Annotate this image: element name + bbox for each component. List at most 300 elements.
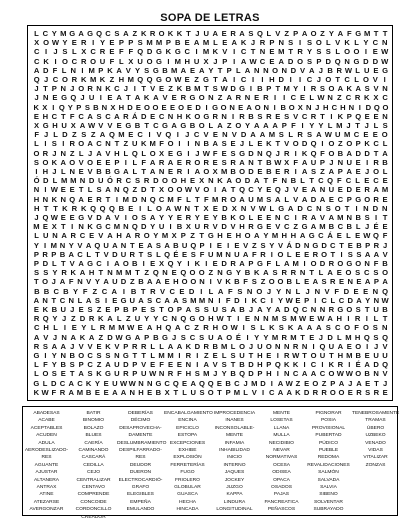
- grid-cell[interactable]: A: [244, 65, 251, 75]
- grid-cell[interactable]: G: [256, 222, 263, 232]
- grid-cell[interactable]: B: [123, 305, 129, 314]
- grid-cell[interactable]: W: [381, 295, 389, 305]
- grid-cell[interactable]: R: [42, 148, 49, 158]
- grid-cell[interactable]: T: [213, 75, 218, 84]
- grid-cell[interactable]: I: [124, 213, 127, 222]
- grid-cell[interactable]: H: [180, 176, 187, 186]
- grid-cell[interactable]: V: [78, 157, 84, 167]
- grid-cell[interactable]: S: [87, 305, 93, 314]
- grid-cell[interactable]: R: [354, 314, 361, 324]
- grid-cell[interactable]: E: [78, 167, 84, 176]
- grid-cell[interactable]: L: [87, 185, 93, 195]
- grid-cell[interactable]: H: [235, 231, 242, 241]
- grid-cell[interactable]: P: [180, 231, 186, 241]
- grid-cell[interactable]: C: [52, 75, 59, 84]
- grid-cell[interactable]: L: [182, 387, 187, 397]
- grid-cell[interactable]: O: [78, 139, 85, 149]
- grid-cell[interactable]: A: [301, 167, 308, 176]
- grid-cell[interactable]: Y: [52, 268, 58, 278]
- grid-cell[interactable]: G: [156, 75, 162, 84]
- grid-cell[interactable]: A: [239, 29, 245, 38]
- grid-cell[interactable]: T: [199, 231, 204, 241]
- grid-cell[interactable]: P: [346, 111, 352, 121]
- grid-cell[interactable]: N: [240, 203, 247, 213]
- grid-cell[interactable]: A: [242, 249, 249, 259]
- grid-cell[interactable]: D: [234, 295, 240, 305]
- grid-cell[interactable]: A: [230, 305, 236, 314]
- grid-cell[interactable]: T: [217, 387, 222, 397]
- grid-cell[interactable]: E: [189, 65, 196, 75]
- grid-cell[interactable]: L: [288, 130, 293, 140]
- grid-cell[interactable]: J: [373, 341, 379, 351]
- grid-cell[interactable]: V: [372, 75, 378, 84]
- grid-cell[interactable]: A: [356, 295, 362, 305]
- grid-cell[interactable]: R: [69, 139, 75, 149]
- grid-cell[interactable]: O: [181, 277, 188, 287]
- grid-cell[interactable]: E: [176, 213, 182, 222]
- grid-cell[interactable]: M: [127, 75, 134, 84]
- grid-cell[interactable]: O: [337, 259, 344, 268]
- grid-cell[interactable]: D: [325, 56, 332, 66]
- grid-cell[interactable]: R: [266, 111, 272, 121]
- grid-cell[interactable]: Z: [69, 148, 75, 158]
- grid-cell[interactable]: E: [107, 93, 113, 103]
- grid-cell[interactable]: A: [356, 378, 362, 388]
- grid-cell[interactable]: I: [299, 38, 302, 48]
- grid-cell[interactable]: E: [382, 222, 388, 232]
- grid-cell[interactable]: Y: [254, 332, 260, 342]
- grid-cell[interactable]: A: [175, 323, 181, 333]
- grid-cell[interactable]: M: [336, 121, 343, 130]
- grid-cell[interactable]: M: [220, 167, 228, 176]
- grid-cell[interactable]: A: [164, 295, 170, 305]
- grid-cell[interactable]: T: [98, 268, 104, 278]
- grid-cell[interactable]: Z: [293, 222, 298, 232]
- grid-cell[interactable]: T: [309, 176, 315, 186]
- grid-cell[interactable]: D: [132, 194, 138, 204]
- grid-cell[interactable]: I: [273, 102, 276, 112]
- grid-cell[interactable]: P: [128, 38, 134, 48]
- grid-cell[interactable]: I: [187, 148, 190, 158]
- grid-cell[interactable]: K: [143, 93, 150, 103]
- grid-cell[interactable]: O: [33, 148, 40, 158]
- grid-cell[interactable]: N: [101, 102, 108, 112]
- grid-cell[interactable]: D: [373, 360, 379, 370]
- grid-cell[interactable]: I: [251, 75, 255, 84]
- grid-cell[interactable]: A: [217, 121, 223, 130]
- grid-cell[interactable]: E: [373, 65, 379, 75]
- grid-cell[interactable]: G: [96, 222, 102, 232]
- grid-cell[interactable]: Z: [96, 360, 102, 370]
- grid-cell[interactable]: A: [33, 65, 40, 75]
- grid-cell[interactable]: D: [365, 102, 372, 112]
- grid-cell[interactable]: S: [62, 47, 68, 57]
- grid-cell[interactable]: R: [116, 176, 122, 186]
- grid-cell[interactable]: O: [235, 176, 242, 186]
- grid-cell[interactable]: R: [185, 157, 192, 167]
- grid-cell[interactable]: Y: [269, 240, 275, 250]
- grid-cell[interactable]: Z: [284, 29, 290, 38]
- grid-cell[interactable]: Q: [382, 286, 388, 296]
- grid-cell[interactable]: N: [70, 65, 77, 75]
- grid-cell[interactable]: X: [159, 185, 165, 195]
- grid-cell[interactable]: L: [284, 194, 290, 204]
- grid-cell[interactable]: E: [382, 194, 388, 204]
- grid-cell[interactable]: K: [225, 277, 231, 287]
- grid-cell[interactable]: A: [167, 157, 174, 167]
- grid-cell[interactable]: C: [42, 29, 49, 38]
- grid-cell[interactable]: A: [33, 332, 40, 342]
- grid-cell[interactable]: E: [266, 222, 272, 232]
- grid-cell[interactable]: N: [310, 305, 317, 314]
- grid-cell[interactable]: E: [167, 148, 174, 158]
- grid-cell[interactable]: C: [33, 56, 40, 66]
- grid-cell[interactable]: S: [194, 305, 200, 314]
- grid-cell[interactable]: A: [180, 65, 187, 75]
- grid-cell[interactable]: P: [51, 84, 57, 94]
- grid-cell[interactable]: O: [178, 102, 184, 112]
- grid-cell[interactable]: V: [335, 38, 341, 48]
- grid-cell[interactable]: E: [347, 387, 353, 397]
- grid-cell[interactable]: Z: [109, 75, 115, 84]
- grid-cell[interactable]: B: [212, 341, 218, 351]
- grid-cell[interactable]: H: [257, 351, 263, 360]
- grid-cell[interactable]: I: [237, 314, 240, 324]
- grid-cell[interactable]: R: [150, 286, 156, 296]
- grid-cell[interactable]: J: [318, 65, 324, 75]
- grid-cell[interactable]: O: [328, 148, 335, 158]
- grid-cell[interactable]: E: [109, 38, 115, 48]
- grid-cell[interactable]: K: [344, 38, 350, 48]
- grid-cell[interactable]: J: [243, 378, 248, 388]
- grid-cell[interactable]: R: [290, 268, 297, 278]
- grid-cell[interactable]: H: [337, 351, 344, 360]
- grid-cell[interactable]: A: [203, 360, 210, 370]
- grid-cell[interactable]: M: [88, 65, 95, 75]
- grid-cell[interactable]: I: [366, 341, 369, 351]
- grid-cell[interactable]: R: [80, 38, 87, 48]
- grid-cell[interactable]: N: [221, 111, 227, 121]
- grid-cell[interactable]: T: [217, 65, 223, 75]
- grid-cell[interactable]: S: [284, 111, 290, 121]
- grid-cell[interactable]: B: [346, 222, 353, 232]
- grid-cell[interactable]: W: [220, 84, 228, 94]
- grid-cell[interactable]: O: [310, 29, 317, 38]
- grid-cell[interactable]: Y: [208, 65, 214, 75]
- grid-cell[interactable]: T: [43, 203, 49, 213]
- grid-cell[interactable]: O: [78, 351, 85, 360]
- grid-cell[interactable]: C: [353, 130, 360, 140]
- grid-cell[interactable]: F: [43, 360, 48, 370]
- grid-cell[interactable]: A: [246, 102, 252, 112]
- grid-cell[interactable]: P: [319, 157, 325, 167]
- grid-cell[interactable]: V: [275, 222, 281, 232]
- grid-cell[interactable]: I: [122, 286, 125, 296]
- grid-cell[interactable]: R: [373, 194, 379, 204]
- grid-cell[interactable]: B: [203, 139, 210, 149]
- grid-cell[interactable]: R: [283, 351, 290, 360]
- grid-cell[interactable]: I: [303, 259, 306, 268]
- grid-cell[interactable]: X: [185, 222, 191, 232]
- grid-cell[interactable]: K: [283, 360, 290, 370]
- grid-cell[interactable]: Q: [292, 305, 299, 314]
- grid-cell[interactable]: D: [112, 249, 118, 259]
- grid-cell[interactable]: I: [54, 56, 57, 66]
- grid-cell[interactable]: D: [355, 148, 361, 158]
- grid-cell[interactable]: O: [152, 102, 159, 112]
- grid-cell[interactable]: D: [120, 277, 127, 287]
- grid-cell[interactable]: A: [105, 213, 111, 222]
- grid-cell[interactable]: C: [189, 332, 196, 342]
- grid-cell[interactable]: F: [227, 286, 233, 296]
- grid-cell[interactable]: K: [346, 84, 353, 94]
- grid-cell[interactable]: O: [344, 323, 351, 333]
- grid-cell[interactable]: S: [373, 268, 379, 278]
- grid-cell[interactable]: N: [337, 157, 344, 167]
- grid-cell[interactable]: L: [52, 176, 58, 186]
- grid-cell[interactable]: F: [354, 323, 359, 333]
- grid-cell[interactable]: A: [278, 56, 284, 66]
- grid-cell[interactable]: R: [230, 259, 236, 268]
- grid-cell[interactable]: H: [156, 323, 162, 333]
- grid-cell[interactable]: S: [221, 139, 227, 149]
- grid-cell[interactable]: T: [141, 84, 147, 94]
- grid-cell[interactable]: N: [306, 102, 312, 112]
- grid-cell[interactable]: Y: [52, 314, 58, 324]
- grid-cell[interactable]: A: [364, 277, 371, 287]
- grid-cell[interactable]: Z: [132, 29, 138, 38]
- grid-cell[interactable]: J: [43, 130, 49, 140]
- grid-cell[interactable]: N: [303, 240, 310, 250]
- grid-cell[interactable]: M: [278, 47, 285, 57]
- grid-cell[interactable]: L: [123, 148, 129, 158]
- grid-cell[interactable]: P: [330, 378, 336, 388]
- grid-cell[interactable]: C: [164, 378, 170, 388]
- grid-cell[interactable]: A: [337, 341, 344, 351]
- grid-cell[interactable]: P: [114, 157, 120, 167]
- grid-cell[interactable]: B: [176, 222, 183, 232]
- grid-cell[interactable]: F: [336, 176, 342, 186]
- grid-cell[interactable]: G: [278, 203, 285, 213]
- grid-cell[interactable]: H: [114, 148, 120, 158]
- grid-cell[interactable]: W: [216, 314, 224, 324]
- grid-cell[interactable]: O: [355, 341, 362, 351]
- grid-cell[interactable]: E: [304, 249, 310, 259]
- grid-cell[interactable]: T: [114, 139, 120, 149]
- grid-cell[interactable]: O: [325, 75, 332, 84]
- grid-cell[interactable]: F: [52, 65, 58, 75]
- grid-cell[interactable]: V: [156, 130, 162, 140]
- grid-cell[interactable]: G: [105, 369, 111, 379]
- grid-cell[interactable]: C: [87, 360, 93, 370]
- grid-cell[interactable]: D: [244, 176, 251, 186]
- grid-cell[interactable]: E: [216, 378, 222, 388]
- grid-cell[interactable]: D: [140, 222, 147, 232]
- grid-cell[interactable]: B: [138, 277, 144, 287]
- grid-cell[interactable]: H: [185, 369, 192, 379]
- grid-cell[interactable]: E: [103, 387, 109, 397]
- grid-cell[interactable]: O: [239, 341, 245, 351]
- grid-cell[interactable]: C: [105, 29, 111, 38]
- grid-cell[interactable]: C: [87, 351, 93, 360]
- grid-cell[interactable]: Q: [99, 203, 106, 213]
- grid-cell[interactable]: A: [306, 323, 313, 333]
- grid-cell[interactable]: Y: [277, 295, 284, 305]
- grid-cell[interactable]: Q: [164, 249, 171, 259]
- grid-cell[interactable]: E: [230, 139, 236, 149]
- grid-cell[interactable]: O: [203, 167, 210, 176]
- grid-cell[interactable]: V: [141, 360, 147, 370]
- grid-cell[interactable]: A: [299, 231, 306, 241]
- grid-cell[interactable]: T: [141, 351, 147, 360]
- grid-cell[interactable]: I: [195, 47, 198, 57]
- grid-cell[interactable]: A: [146, 240, 153, 250]
- grid-cell[interactable]: R: [80, 56, 87, 66]
- grid-cell[interactable]: M: [363, 29, 371, 38]
- grid-cell[interactable]: V: [77, 240, 83, 250]
- grid-cell[interactable]: T: [60, 222, 66, 232]
- grid-cell[interactable]: Q: [131, 222, 138, 232]
- grid-cell[interactable]: J: [239, 139, 245, 149]
- grid-cell[interactable]: J: [250, 38, 256, 48]
- grid-cell[interactable]: V: [382, 249, 388, 259]
- grid-cell[interactable]: E: [212, 157, 218, 167]
- grid-cell[interactable]: V: [277, 240, 284, 250]
- grid-cell[interactable]: E: [176, 157, 182, 167]
- grid-cell[interactable]: G: [355, 29, 362, 38]
- grid-cell[interactable]: H: [176, 111, 183, 121]
- grid-cell[interactable]: E: [382, 176, 388, 186]
- grid-cell[interactable]: K: [80, 75, 87, 84]
- grid-cell[interactable]: R: [330, 277, 336, 287]
- grid-cell[interactable]: X: [164, 387, 170, 397]
- grid-cell[interactable]: R: [336, 65, 342, 75]
- grid-cell[interactable]: T: [60, 111, 66, 121]
- grid-cell[interactable]: K: [167, 29, 174, 38]
- grid-cell[interactable]: S: [84, 102, 90, 112]
- grid-cell[interactable]: D: [301, 139, 308, 149]
- grid-cell[interactable]: G: [207, 231, 214, 241]
- grid-cell[interactable]: Y: [144, 314, 150, 324]
- grid-cell[interactable]: N: [316, 203, 322, 213]
- grid-cell[interactable]: U: [212, 305, 218, 314]
- grid-cell[interactable]: I: [187, 139, 190, 149]
- grid-cell[interactable]: Ó: [33, 176, 40, 186]
- grid-cell[interactable]: B: [355, 351, 361, 360]
- grid-cell[interactable]: E: [355, 185, 361, 195]
- grid-cell[interactable]: A: [346, 167, 353, 176]
- grid-cell[interactable]: K: [217, 176, 223, 186]
- grid-cell[interactable]: T: [105, 194, 111, 204]
- grid-cell[interactable]: J: [195, 148, 200, 158]
- grid-cell[interactable]: M: [118, 130, 125, 140]
- grid-cell[interactable]: U: [319, 351, 326, 360]
- grid-cell[interactable]: R: [283, 148, 290, 158]
- grid-cell[interactable]: U: [257, 341, 263, 351]
- grid-cell[interactable]: J: [80, 93, 85, 103]
- grid-cell[interactable]: O: [272, 65, 279, 75]
- grid-cell[interactable]: I: [289, 75, 292, 84]
- grid-cell[interactable]: D: [107, 332, 113, 342]
- grid-cell[interactable]: A: [239, 194, 245, 204]
- grid-cell[interactable]: P: [365, 240, 371, 250]
- grid-cell[interactable]: A: [190, 378, 197, 388]
- grid-cell[interactable]: C: [96, 139, 102, 149]
- grid-cell[interactable]: K: [364, 93, 370, 103]
- grid-cell[interactable]: N: [171, 314, 177, 324]
- grid-cell[interactable]: H: [184, 56, 190, 66]
- grid-cell[interactable]: D: [319, 259, 326, 268]
- grid-cell[interactable]: E: [337, 185, 343, 195]
- grid-cell[interactable]: G: [42, 121, 49, 130]
- grid-cell[interactable]: L: [309, 93, 315, 103]
- grid-cell[interactable]: N: [33, 185, 40, 195]
- grid-cell[interactable]: R: [123, 369, 129, 379]
- grid-cell[interactable]: O: [355, 369, 362, 379]
- grid-cell[interactable]: U: [208, 332, 214, 342]
- grid-cell[interactable]: O: [329, 387, 336, 397]
- grid-cell[interactable]: R: [33, 314, 40, 324]
- grid-cell[interactable]: A: [253, 231, 260, 241]
- grid-cell[interactable]: L: [335, 47, 341, 57]
- grid-cell[interactable]: S: [33, 157, 39, 167]
- grid-cell[interactable]: I: [294, 148, 297, 158]
- grid-cell[interactable]: L: [354, 75, 359, 84]
- grid-cell[interactable]: B: [355, 213, 361, 222]
- grid-cell[interactable]: E: [309, 332, 315, 342]
- grid-cell[interactable]: B: [93, 102, 99, 112]
- grid-cell[interactable]: K: [185, 341, 192, 351]
- grid-cell[interactable]: P: [226, 65, 232, 75]
- grid-cell[interactable]: V: [107, 121, 113, 130]
- grid-cell[interactable]: L: [72, 47, 77, 57]
- grid-cell[interactable]: V: [222, 47, 228, 57]
- grid-cell[interactable]: N: [120, 240, 127, 250]
- grid-cell[interactable]: R: [260, 249, 266, 259]
- grid-cell[interactable]: R: [328, 305, 335, 314]
- grid-cell[interactable]: T: [320, 111, 325, 121]
- grid-cell[interactable]: O: [69, 157, 76, 167]
- grid-cell[interactable]: L: [141, 148, 147, 158]
- grid-cell[interactable]: X: [51, 222, 57, 232]
- grid-cell[interactable]: D: [321, 240, 327, 250]
- grid-cell[interactable]: K: [105, 341, 111, 351]
- grid-cell[interactable]: F: [266, 259, 272, 268]
- grid-cell[interactable]: O: [288, 102, 295, 112]
- grid-cell[interactable]: C: [301, 305, 308, 314]
- grid-cell[interactable]: N: [281, 176, 287, 186]
- grid-cell[interactable]: N: [105, 139, 111, 149]
- grid-cell[interactable]: Z: [168, 84, 173, 94]
- grid-cell[interactable]: B: [280, 102, 286, 112]
- grid-cell[interactable]: I: [178, 351, 181, 360]
- grid-cell[interactable]: D: [295, 240, 301, 250]
- grid-cell[interactable]: A: [51, 341, 58, 351]
- grid-cell[interactable]: D: [51, 378, 57, 388]
- grid-cell[interactable]: L: [150, 341, 155, 351]
- grid-cell[interactable]: G: [33, 378, 40, 388]
- grid-cell[interactable]: F: [141, 157, 147, 167]
- grid-cell[interactable]: E: [105, 157, 111, 167]
- grid-cell[interactable]: J: [305, 286, 310, 296]
- grid-cell[interactable]: K: [85, 378, 92, 388]
- grid-cell[interactable]: L: [286, 249, 292, 259]
- grid-cell[interactable]: M: [113, 222, 121, 232]
- grid-cell[interactable]: Y: [100, 38, 106, 48]
- grid-cell[interactable]: V: [300, 65, 306, 75]
- grid-cell[interactable]: E: [355, 231, 361, 241]
- grid-cell[interactable]: Q: [334, 56, 341, 66]
